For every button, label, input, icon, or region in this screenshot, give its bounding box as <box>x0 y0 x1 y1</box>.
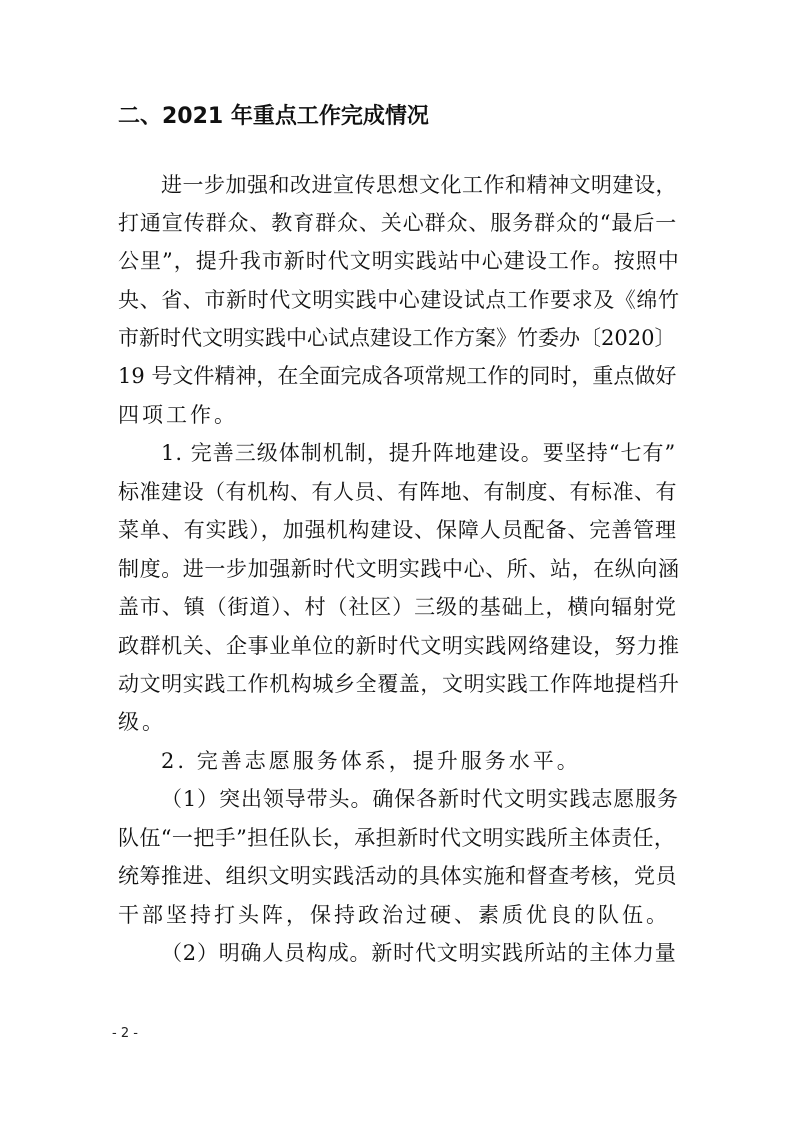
body-line: 盖市、镇（街道）、村（社区）三级的基础上，横向辐射党 <box>118 595 677 619</box>
section-heading: 二、2021 年重点工作完成情况 <box>118 104 429 129</box>
body-line: 队伍“一把手”担任队长，承担新时代文明实践所主体责任， <box>118 826 676 850</box>
body-line: 公里”，提升我市新时代文明实践站中心建设工作。按照中 <box>118 249 680 273</box>
body-line: 央、省、市新时代文明实践中心建设试点工作要求及《绵竹 <box>118 288 680 312</box>
body-line: 级。 <box>118 710 166 734</box>
body-line: 19 号文件精神，在全面完成各项常规工作的同时，重点做好 <box>118 364 677 388</box>
body-line: （2）明确人员构成。新时代文明实践所站的主体力量 <box>161 941 677 965</box>
body-line: 制度。进一步加强新时代文明实践中心、所、站，在纵向涵 <box>118 557 680 581</box>
body-line: 标准建设（有机构、有人员、有阵地、有制度、有标准、有 <box>118 480 677 504</box>
body-line: 打通宣传群众、教育群众、关心群众、服务群众的“最后一 <box>118 211 678 235</box>
body-line: 市新时代文明实践中心试点建设工作方案》竹委办〔2020〕 <box>118 326 676 350</box>
body-line: 2. 完善志愿服务体系，提升服务水平。 <box>161 749 581 773</box>
body-line: 动文明实践工作机构城乡全覆盖，文明实践工作阵地提档升 <box>118 672 680 696</box>
body-line: 政群机关、企事业单位的新时代文明实践网络建设，努力推 <box>118 634 680 658</box>
body-line: 干部坚持打头阵，保持政治过硬、素质优良的队伍。 <box>118 903 670 927</box>
body-line: 菜单、有实践），加强机构建设、保障人员配备、完善管理 <box>118 518 677 542</box>
body-line: 进一步加强和改进宣传思想文化工作和精神文明建设， <box>161 173 677 197</box>
page-number: - 2 - <box>112 1026 138 1041</box>
body-line: 四项工作。 <box>118 403 238 427</box>
body-line: （1）突出领导带头。确保各新时代文明实践志愿服务 <box>161 787 679 811</box>
body-line: 1. 完善三级体制机制，提升阵地建设。要坚持“七有” <box>161 441 677 465</box>
body-line: 统筹推进、组织文明实践活动的具体实施和督查考核，党员 <box>118 864 677 888</box>
